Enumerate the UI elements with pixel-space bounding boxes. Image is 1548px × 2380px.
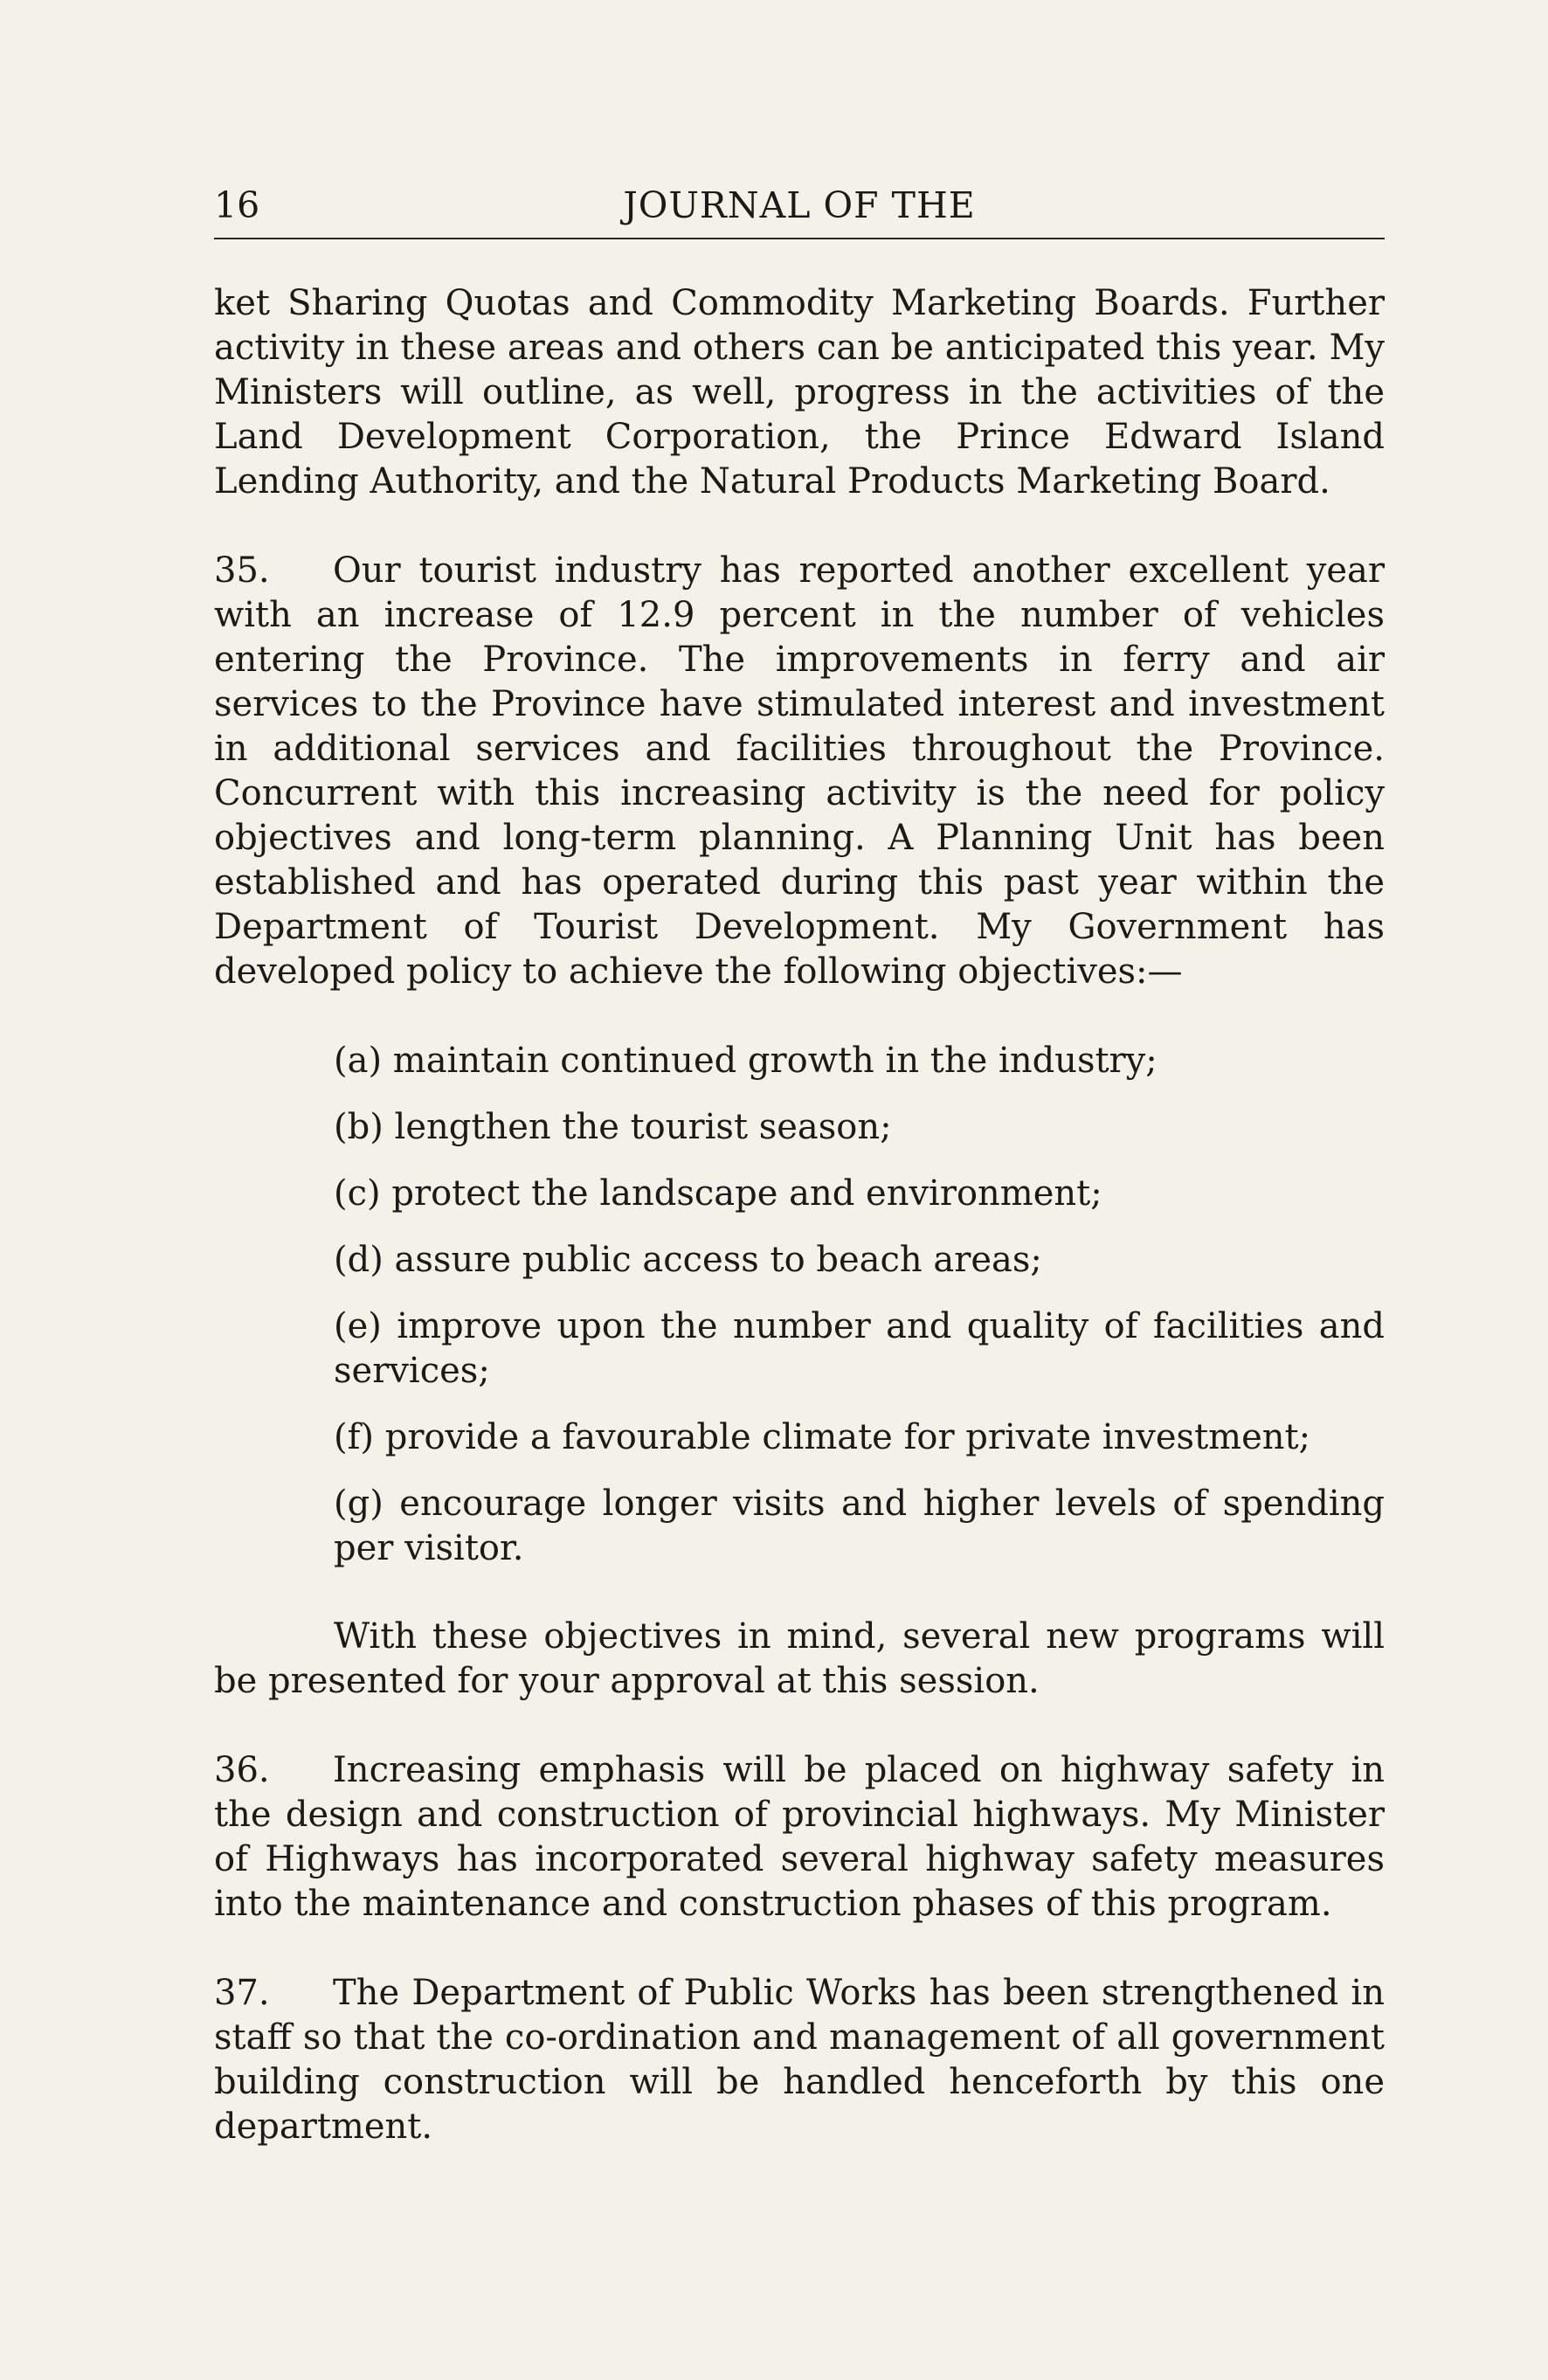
objective-marker: (f) bbox=[334, 1417, 375, 1457]
paragraph-35 bbox=[214, 549, 1385, 994]
objective-marker: (e) bbox=[334, 1306, 382, 1346]
objective-text: provide a favourable climate for private investment; bbox=[384, 1417, 1311, 1457]
paragraph-number: 35. bbox=[214, 550, 270, 591]
objectives-followup: With these objectives in mind, several new programs will be presented for your approval at this session. bbox=[214, 1616, 1385, 1701]
page-number: 16 bbox=[214, 184, 260, 226]
paragraph-number: 37. bbox=[214, 1973, 270, 2013]
paragraph-37 bbox=[214, 1971, 1385, 2149]
continuation-paragraph: ket Sharing Quotas and Commodity Marketing Boards. Further activity in these areas and others can be anticipated this year. My Ministers will outline, as well, progress in the activities of the Land Development Corporation, the Prince Edward Island Lending Authority, and the Natural Products Marketing Board. bbox=[214, 283, 1385, 502]
paragraph-number: 36. bbox=[214, 1750, 270, 1790]
journal-page bbox=[214, 183, 1385, 2194]
objective-marker: (c) bbox=[334, 1173, 381, 1214]
objective-marker: (a) bbox=[334, 1041, 383, 1081]
objective-text: improve upon the number and quality of facilities and services; bbox=[334, 1306, 1385, 1391]
paragraph-text: The Department of Public Works has been strengthened in staff so that the co-ordination and management of all government building construction will be handled henceforth by this one department. bbox=[214, 1973, 1385, 2147]
running-head bbox=[214, 183, 1385, 239]
paragraph-text: Increasing emphasis will be placed on highway safety in the design and construction of provincial highways. My Minister of Highways has incorporated several highway safety measures into the maintenance and construction phases of this program. bbox=[214, 1750, 1385, 1924]
objective-item bbox=[334, 1172, 1385, 1216]
objective-item bbox=[334, 1482, 1385, 1571]
objective-item bbox=[334, 1039, 1385, 1083]
objective-marker: (d) bbox=[334, 1240, 384, 1280]
objective-item bbox=[334, 1304, 1385, 1394]
paragraph-36 bbox=[214, 1748, 1385, 1927]
paragraph-text: Our tourist industry has reported another excellent year with an increase of 12.9 percent in the number of vehicles entering the Province. The improvements in ferry and air services to the Province have stimulated interest and investment in additional services and facilities throughout the Province. Concurrent with this increasing activity is the need for policy objectives and long-term planning. A Planning Unit has been established and has operated during this past year within the Department of Tourist Development. My Government has developed policy to achieve the following objectives:— bbox=[214, 550, 1385, 992]
objective-text: maintain continued growth in the industry; bbox=[392, 1041, 1158, 1081]
objective-item bbox=[334, 1238, 1385, 1283]
body-text bbox=[214, 281, 1385, 2149]
objective-item bbox=[334, 1105, 1385, 1150]
objective-marker: (g) bbox=[334, 1484, 384, 1524]
objective-text: protect the landscape and environment; bbox=[391, 1173, 1102, 1214]
objectives-list bbox=[214, 1039, 1385, 1571]
objective-text: lengthen the tourist season; bbox=[394, 1107, 892, 1147]
objective-item bbox=[334, 1415, 1385, 1460]
objective-text: assure public access to beach areas; bbox=[394, 1240, 1042, 1280]
journal-title: JOURNAL OF THE bbox=[623, 184, 976, 226]
objective-marker: (b) bbox=[334, 1107, 384, 1147]
objective-text: encourage longer visits and higher levels of spending per visitor. bbox=[334, 1484, 1385, 1568]
